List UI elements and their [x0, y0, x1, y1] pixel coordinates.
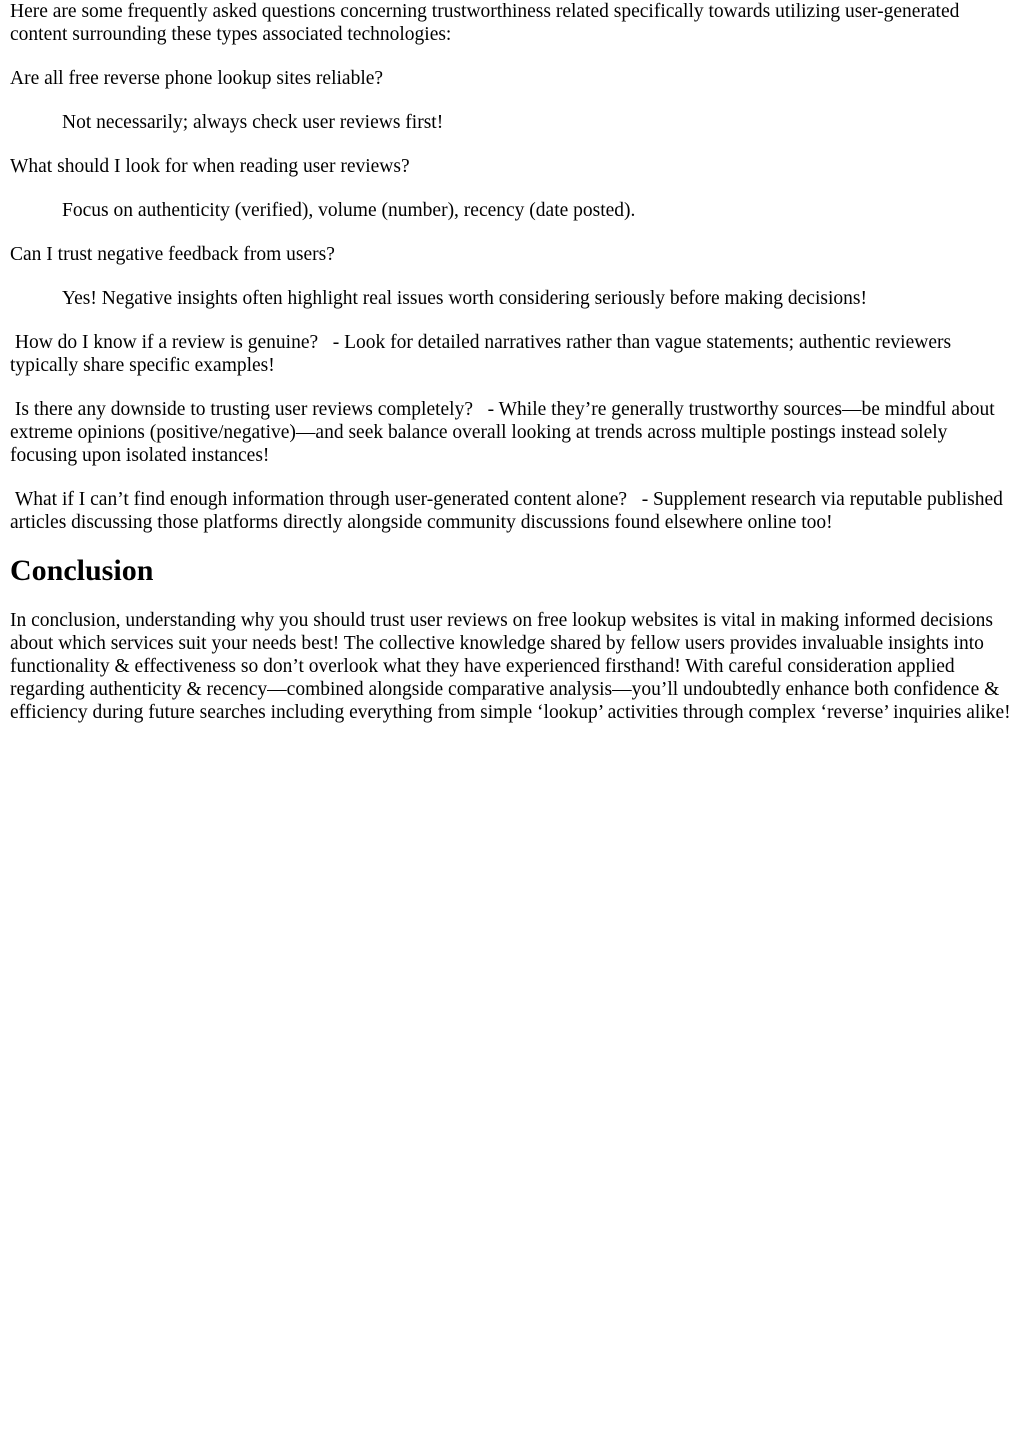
faq-question: What should I look for when reading user reviews? — [10, 156, 410, 177]
conclusion-paragraph: In conclusion, understanding why you should trust user reviews on free lookup websites is vital in making informed decisions about which services suit your needs best! The collective knowledge shared by fellow users provides invaluable insights into functionality & effectiveness so don’t overlook what they have experienced firsthand! With careful consideration applied regarding authenticity & recency—combined alongside comparative analysis—you’ll undoubtedly enhance both confidence & efficiency during future searches including everything from simple ‘lookup’ activities through complex ‘reverse’ inquiries alike! — [10, 610, 1011, 723]
faq-answer: Focus on authenticity (verified), volume (number), recency (date posted). — [62, 200, 636, 221]
faq-question: Can I trust negative feedback from users? — [10, 244, 335, 265]
faq-inline-item: What if I can’t find enough information through user-generated content alone? - Supplement research via reputable published articles discussing those platforms directly alongside community discussions found elsewhere online too! — [10, 489, 1008, 533]
faq-inline-item: How do I know if a review is genuine? - Look for detailed narratives rather than vague statements; authentic reviewers typically share specific examples! — [10, 332, 956, 376]
faq-question: Are all free reverse phone lookup sites reliable? — [10, 68, 384, 89]
faq-inline-item: Is there any downside to trusting user reviews completely? - While they’re generally trustworthy sources—be mindful about extreme opinions (positive/negative)—and seek balance overall looking at trends across multiple postings instead solely focusing upon isolated instances! — [10, 399, 1000, 466]
faq-intro: Here are some frequently asked questions concerning trustworthiness related specifically towards utilizing user-generated content surrounding these types associated technologies: — [10, 1, 960, 45]
faq-answer: Yes! Negative insights often highlight real issues worth considering seriously before making decisions! — [62, 288, 867, 309]
conclusion-heading: Conclusion — [10, 554, 154, 587]
faq-answer: Not necessarily; always check user reviews first! — [62, 112, 444, 133]
